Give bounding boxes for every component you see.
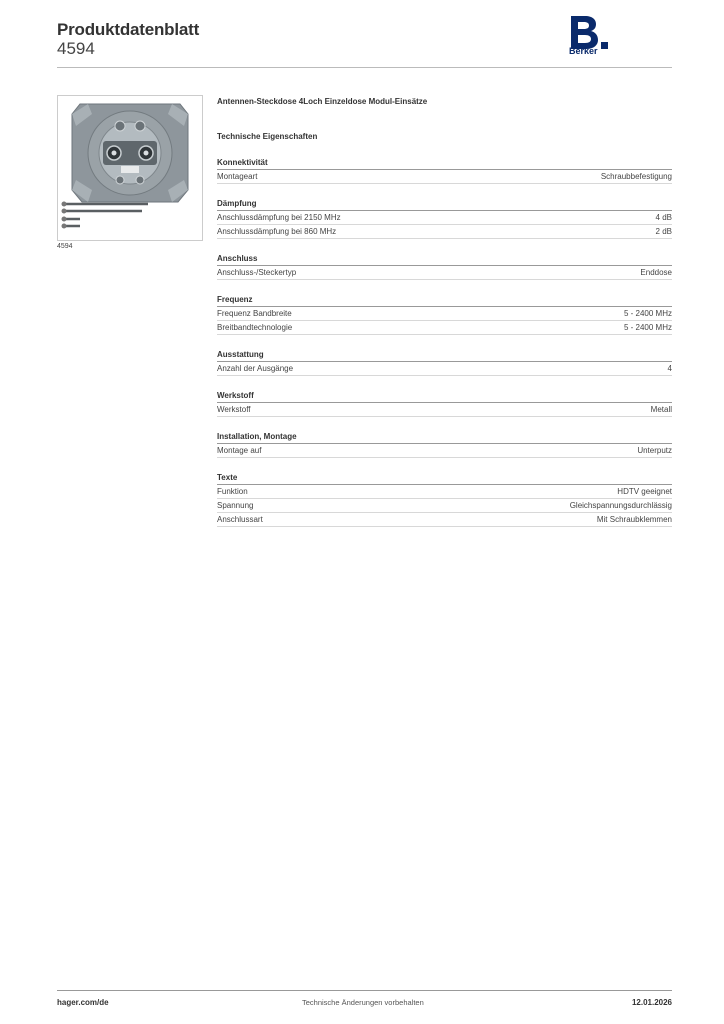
group-installation — [217, 430, 672, 458]
row-label: Werkstoff — [217, 405, 251, 414]
table-row — [217, 444, 672, 458]
group-frequenz — [217, 293, 672, 335]
row-value: Mit Schraubklemmen — [596, 515, 672, 524]
row-value: 4 — [667, 364, 672, 373]
group-title: Texte — [217, 471, 672, 485]
table-row — [217, 266, 672, 280]
group-werkstoff — [217, 389, 672, 417]
row-value: 5 - 2400 MHz — [623, 323, 672, 332]
main-content — [217, 96, 672, 527]
table-row — [217, 307, 672, 321]
group-ausstattung — [217, 348, 672, 376]
row-label: Breitbandtechnologie — [217, 323, 293, 332]
product-image-caption: 4594 — [57, 243, 73, 250]
row-value: Enddose — [640, 268, 672, 277]
group-title: Ausstattung — [217, 348, 672, 362]
group-anschluss — [217, 252, 672, 280]
row-label: Montageart — [217, 172, 258, 181]
table-row — [217, 170, 672, 184]
row-value: 2 dB — [655, 227, 672, 236]
group-konnektivitaet — [217, 156, 672, 184]
row-value: Unterputz — [637, 446, 672, 455]
properties-heading: Technische Eigenschaften — [217, 132, 318, 141]
row-label: Frequenz Bandbreite — [217, 309, 292, 318]
footer-website: hager.com/de — [57, 998, 109, 1007]
group-title: Installation, Montage — [217, 430, 672, 444]
row-value: Gleichspannungsdurchlässig — [569, 501, 672, 510]
group-daempfung — [217, 197, 672, 239]
product-number: 4594 — [57, 39, 95, 58]
page-title: Produktdatenblatt — [57, 20, 200, 39]
row-label: Funktion — [217, 487, 248, 496]
group-title: Werkstoff — [217, 389, 672, 403]
footer-notice: Technische Änderungen vorbehalten — [302, 998, 424, 1007]
table-row — [217, 513, 672, 527]
group-title: Anschluss — [217, 252, 672, 266]
row-label: Spannung — [217, 501, 254, 510]
row-label: Anschluss-/Steckertyp — [217, 268, 297, 277]
row-value: Metall — [650, 405, 672, 414]
table-row — [217, 499, 672, 513]
row-value: Schraubbefestigung — [600, 172, 672, 181]
row-label: Montage auf — [217, 446, 262, 455]
row-label: Anzahl der Ausgänge — [217, 364, 294, 373]
antenna-socket-image — [58, 96, 202, 240]
brand-name: Berker — [569, 46, 598, 56]
table-row — [217, 403, 672, 417]
footer-date: 12.01.2026 — [631, 998, 672, 1007]
row-label: Anschlussdämpfung bei 860 MHz — [217, 227, 337, 236]
product-image-frame — [57, 95, 203, 241]
product-name: Antennen-Steckdose 4Loch Einzeldose Modul-Einsätze — [217, 97, 428, 106]
group-title: Konnektivität — [217, 156, 672, 170]
table-row — [217, 321, 672, 335]
table-row — [217, 362, 672, 376]
row-value: 5 - 2400 MHz — [623, 309, 672, 318]
table-row — [217, 225, 672, 239]
row-label: Anschlussart — [217, 515, 263, 524]
group-texte — [217, 471, 672, 527]
footer-rule — [57, 990, 672, 991]
header-rule — [57, 67, 672, 68]
group-title: Frequenz — [217, 293, 672, 307]
row-label: Anschlussdämpfung bei 2150 MHz — [217, 213, 341, 222]
table-row — [217, 485, 672, 499]
row-value: 4 dB — [655, 213, 672, 222]
group-title: Dämpfung — [217, 197, 672, 211]
row-value: HDTV geeignet — [617, 487, 672, 496]
table-row — [217, 211, 672, 225]
